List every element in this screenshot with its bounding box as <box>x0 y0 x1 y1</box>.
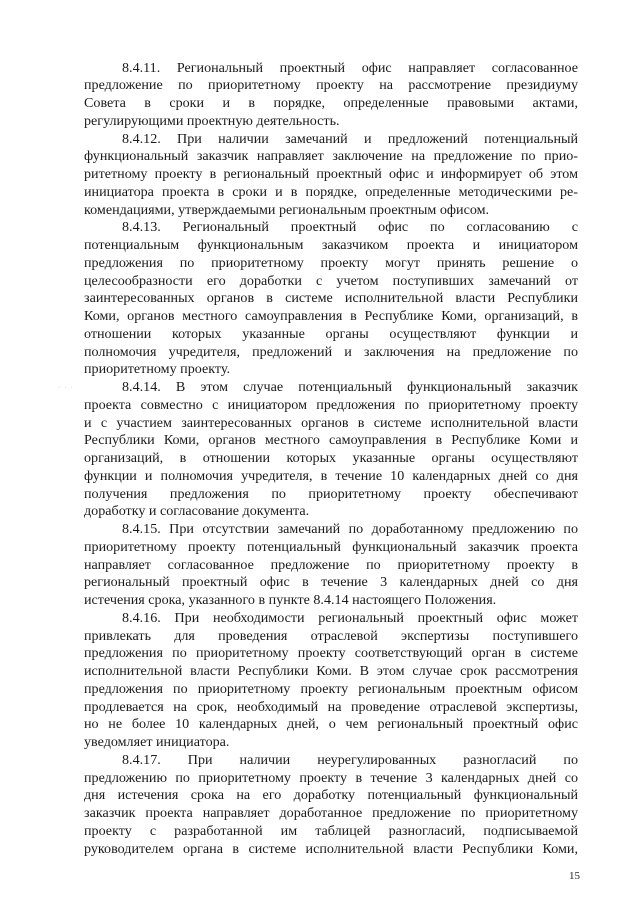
text-line: предложения по приоритетному проекту могут принять решение о <box>84 254 578 271</box>
paragraph-first-line: 8.4.11. Региональный проектный офис направляет согласованное <box>122 59 578 76</box>
text-line: предложению по приоритетному проекту в течение 3 календарных дней со <box>84 769 578 786</box>
text-line: уведомляет инициатора. <box>84 734 230 750</box>
text-line: предложение по приоритетному проекту на рассмотрение президиуму <box>84 77 578 94</box>
text-line: доработку и согласование документа. <box>84 503 310 520</box>
text-line: но не более 10 календарных дней, о чем региональный проектный офис <box>84 716 578 733</box>
text-line: получения предложения по приоритетному проекту обеспечивают <box>84 485 578 502</box>
text-line: предложения по приоритетному проекту соответствующий орган в системе <box>84 645 578 662</box>
text-line: регулирующими проектную деятельность. <box>84 112 340 129</box>
text-line: полномочия учредителя, предложений и заключения на предложение по <box>84 343 578 360</box>
text-line: проекту с разработанной им таблицей разногласий, подписываемой <box>84 822 578 839</box>
text-line: функциональный заказчик направляет заключение на предложение по прио- <box>84 148 578 165</box>
paragraph-first-line: 8.4.15. При отсутствии замечаний по доработанному предложению по <box>122 521 578 537</box>
scan-artifact: · · · <box>58 384 74 391</box>
text-line: продлевается на срок, необходимый на проведение отраслевой экспертизы, <box>84 698 578 715</box>
paragraph-first-line: 8.4.14. В этом случае потенциальный функциональный заказчик <box>122 379 578 395</box>
text-line: приоритетному проекту. <box>84 361 231 378</box>
text-line: инициатора проекта в сроки и в порядке, определенные методическими ре- <box>84 183 578 200</box>
text-line: целесообразности его доработки с учетом поступивших замечаний от <box>84 272 578 289</box>
paragraph-first-line: 8.4.16. При необходимости региональный проектный офис может <box>122 609 578 626</box>
text-line: исполнительной власти Республики Коми. В этом случае срок рассмотрения <box>84 663 578 679</box>
text-line: заказчик проекта направляет доработанное предложение по приоритетному <box>84 805 578 821</box>
paragraph-first-line: 8.4.17. При наличии неурегулированных разногласий по <box>122 751 578 768</box>
text-line: истечения срока, указанного в пункте 8.4.14 настоящего Положения. <box>84 592 497 608</box>
paragraph-first-line: 8.4.13. Региональный проектный офис по согласованию с <box>122 219 578 236</box>
text-line: Совета в сроки и в порядке, определенные правовыми актами, <box>84 95 578 111</box>
text-line: руководителем органа в системе исполнительной власти Республики Коми, <box>84 840 578 857</box>
text-line: функции и полномочия учредителя, в течение 10 календарных дней со дня <box>84 467 578 484</box>
text-line: проекта совместно с инициатором предложения по приоритетному проекту <box>84 396 578 413</box>
text-line: дня истечения срока на его доработку потенциальный функциональный <box>84 787 578 804</box>
text-line: потенциальным функциональным заказчиком проекта и инициатором <box>84 237 578 253</box>
page-number: 15 <box>569 870 580 882</box>
text-line: направляет согласованное предложение по приоритетному проекту в <box>84 556 578 573</box>
text-line: и с участием заинтересованных органов в системе исполнительной власти <box>84 414 578 431</box>
text-line: ритетному проекту в региональный проектный офис и информирует об этом <box>84 166 578 182</box>
text-line: Коми, органов местного самоуправления в Республике Коми, организаций, в <box>84 308 578 324</box>
text-line: организаций, в отношении которых указанные органы осуществляют <box>84 450 578 466</box>
text-line: Республики Коми, органов местного самоуправления в Республике Коми и <box>84 432 578 449</box>
text-line: комендациями, утверждаемыми региональным проектным офисом. <box>84 201 490 218</box>
text-line: привлекать для проведения отраслевой экспертизы поступившего <box>84 627 578 644</box>
text-line: приоритетному проекту потенциальный функциональный заказчик проекта <box>84 538 578 555</box>
paragraph-first-line: 8.4.12. При наличии замечаний и предложений потенциальный <box>122 130 578 147</box>
text-line: заинтересованных органов в системе исполнительной власти Республики <box>84 290 578 307</box>
text-line: отношении которых указанные органы осуществляют функции и <box>84 325 578 342</box>
text-line: региональный проектный офис в течение 3 календарных дней со дня <box>84 574 578 591</box>
text-line: предложения по приоритетному проекту региональным проектным офисом <box>84 680 578 697</box>
